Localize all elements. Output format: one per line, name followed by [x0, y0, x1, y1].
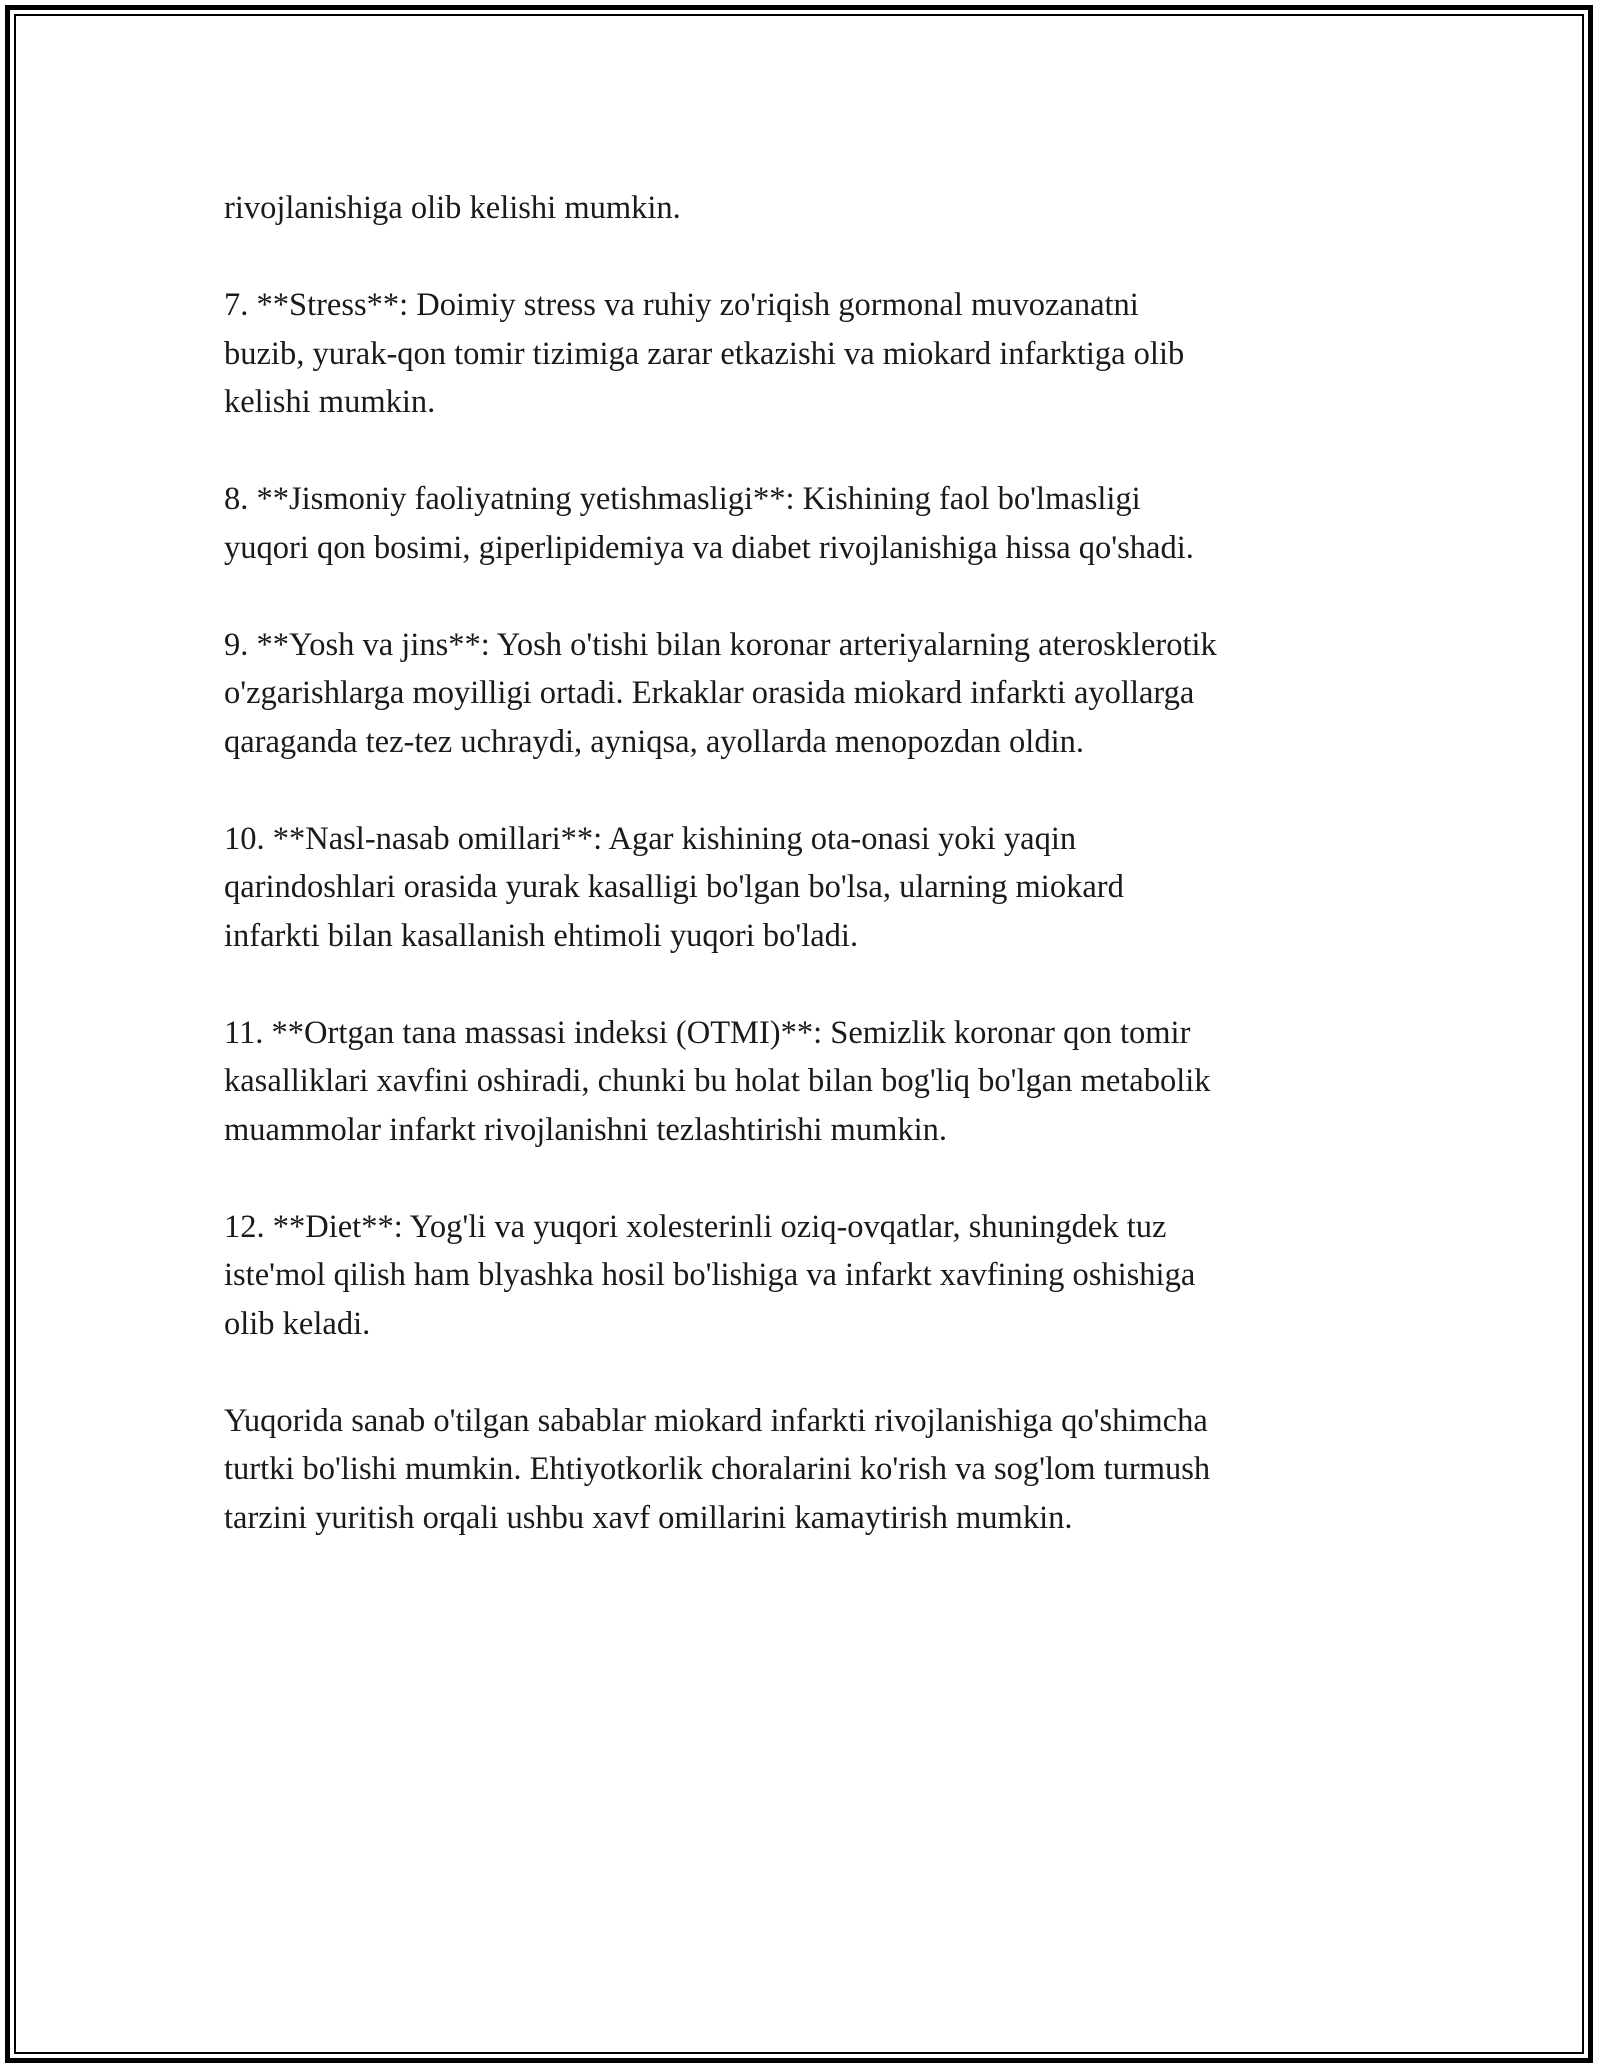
paragraph-item-9-age-sex: 9. **Yosh va jins**: Yosh o'tishi bilan koronar arteriyalarning aterosklerotik o'zgarishlarga moyilligi ortadi. Erkaklar orasida miokard infarkti ayollarga qaraganda tez-tez uchraydi, ayniqsa, ayollarda menopozdan oldin. — [224, 626, 1217, 760]
paragraph-continuation: rivojlanishiga olib kelishi mumkin. — [224, 190, 681, 226]
paragraph-item-11-bmi: 11. **Ortgan tana massasi indeksi (OTMI)**: Semizlik koronar qon tomir kasalliklari xavfini oshiradi, chunki bu holat bilan bog'liq bo'lgan metabolik muammolar infarkt rivojlanishni tezlashtirishi mumkin. — [224, 1014, 1211, 1148]
paragraph-conclusion: Yuqorida sanab o'tilgan sabablar miokard infarkti rivojlanishiga qo'shimcha turtki bo'lishi mumkin. Ehtiyotkorlik choralarini ko'rish va sog'lom turmush tarzini yuritish orqali ushbu xavf omillarini kamaytirish mumkin. — [224, 1402, 1211, 1536]
document-body — [224, 184, 1384, 1542]
paragraph-item-7-stress: 7. **Stress**: Doimiy stress va ruhiy zo'riqish gormonal muvozanatni buzib, yurak-qon tomir tizimiga zarar etkazishi va miokard infarktiga olib kelishi mumkin. — [224, 287, 1185, 420]
paragraph-item-12-diet: 12. **Diet**: Yog'li va yuqori xolesterinli oziq-ovqatlar, shuningdek tuz iste'mol qilish ham blyashka hosil bo'lishiga va infarkt xavfining oshishiga olib keladi. — [224, 1208, 1196, 1342]
paragraph-item-10-heredity: 10. **Nasl-nasab omillari**: Agar kishining ota-onasi yoki yaqin qarindoshlari orasida yurak kasalligi bo'lgan bo'lsa, ularning miokard infarkti bilan kasallanish ehtimoli yuqori bo'ladi. — [224, 820, 1124, 954]
paragraph-item-8-physical-activity: 8. **Jismoniy faoliyatning yetishmasligi**: Kishining faol bo'lmasligi yuqori qon bosimi, giperlipidemiya va diabet rivojlanishiga hissa qo'shadi. — [224, 481, 1194, 566]
